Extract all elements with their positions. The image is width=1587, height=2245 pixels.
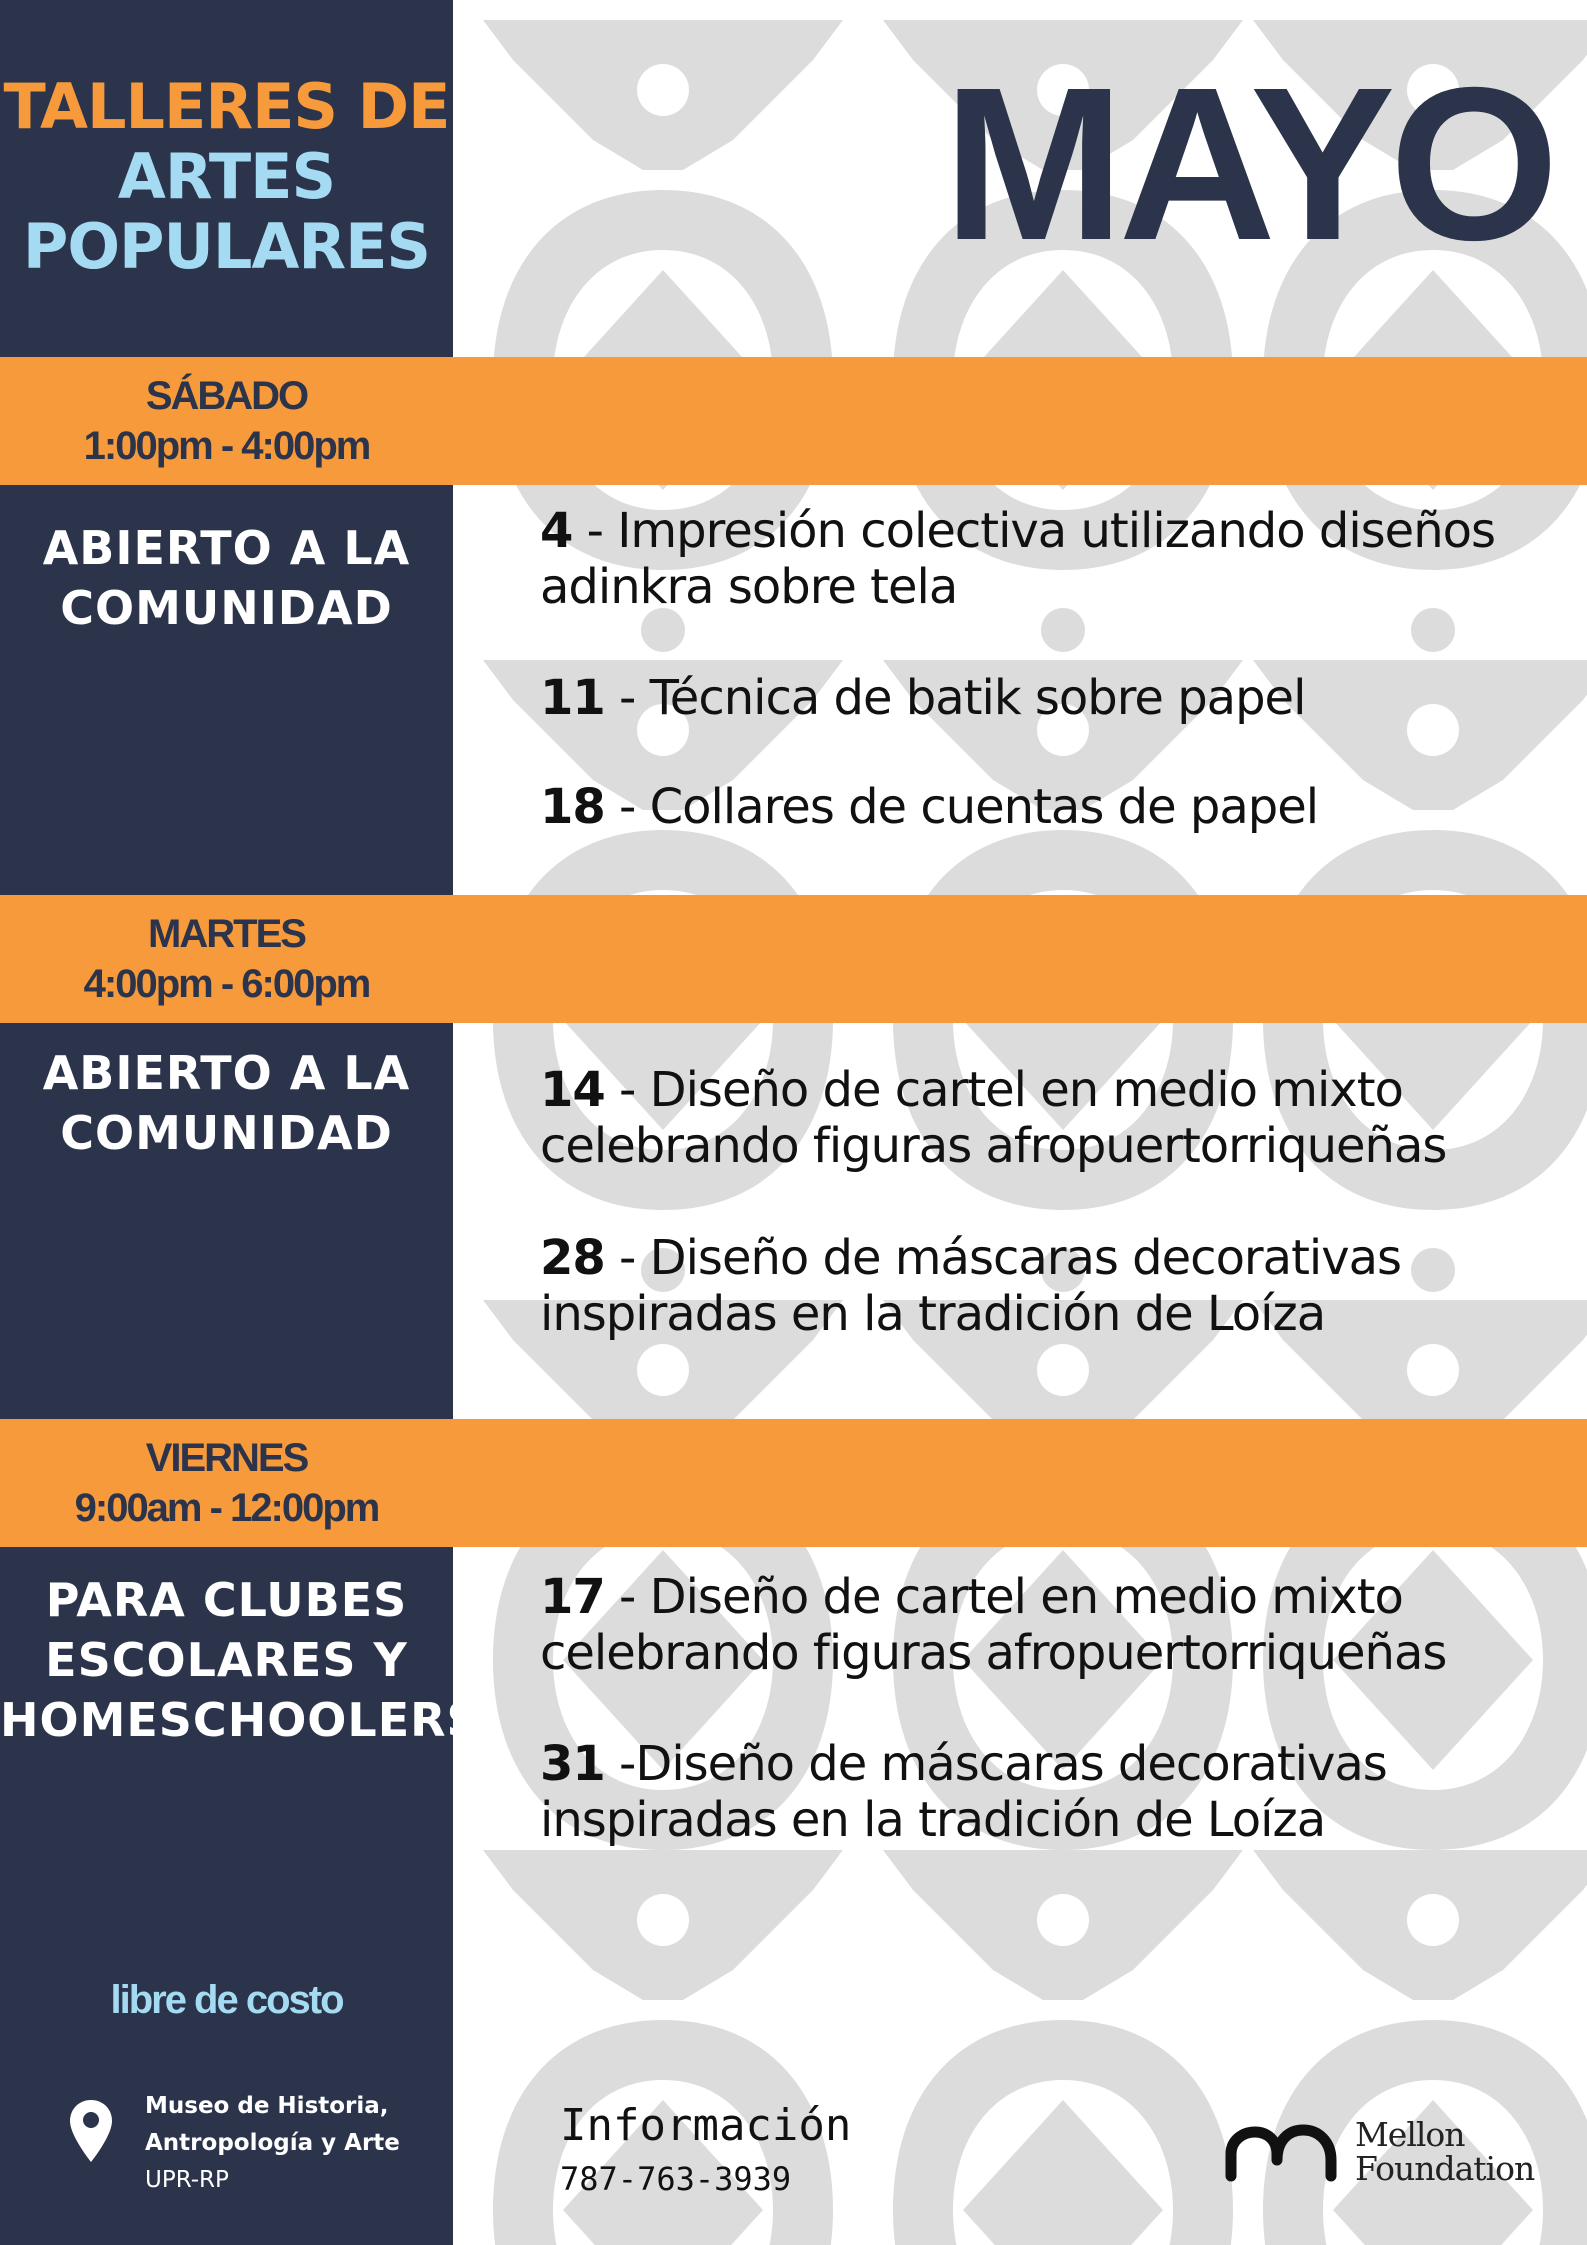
workshop-entry	[540, 1736, 1560, 1848]
title-line-1: TALLERES DE	[3, 70, 450, 143]
page-title	[0, 72, 453, 282]
audience-label	[0, 1570, 481, 1750]
entry-line: celebrando figuras afropuertorriqueñas	[540, 1625, 1447, 1681]
title-line-3: POPULARES	[22, 210, 431, 283]
workshop-entry	[540, 1569, 1560, 1681]
entry-date: 17	[540, 1569, 605, 1625]
workshop-entry	[540, 779, 1560, 835]
month-heading: MAYO	[943, 43, 1553, 286]
audience-line: ABIERTO A LA	[42, 521, 411, 575]
entry-title: - Collares de cuentas de papel	[604, 779, 1319, 835]
entry-line: inspiradas en la tradición de Loíza	[540, 1286, 1326, 1342]
workshop-entry	[540, 670, 1560, 726]
entry-date: 31	[540, 1736, 605, 1792]
workshop-entry	[540, 1062, 1560, 1174]
entry-title: - Técnica de batik sobre papel	[604, 670, 1306, 726]
info-label: Información	[560, 2100, 852, 2151]
band-time: 9:00am - 12:00pm	[74, 1486, 379, 1530]
entry-line: inspiradas en la tradición de Loíza	[540, 1792, 1326, 1848]
entry-line	[540, 1230, 1560, 1286]
entry-title: - Impresión colectiva utilizando diseños	[572, 503, 1495, 559]
entry-line	[540, 779, 1560, 835]
logo-line: Mellon	[1355, 2115, 1465, 2154]
audience-label	[0, 1043, 453, 1163]
entry-line	[540, 1062, 1560, 1118]
audience-line: COMUNIDAD	[60, 581, 393, 635]
entry-line: celebrando figuras afropuertorriqueñas	[540, 1118, 1447, 1174]
entry-line	[540, 503, 1560, 559]
venue-line: Museo de Historia,	[145, 2093, 389, 2119]
workshop-entry	[540, 503, 1560, 615]
entry-title: -Diseño de máscaras decorativas	[604, 1736, 1387, 1792]
mellon-foundation-logo	[1225, 2115, 1535, 2188]
entry-title: - Diseño de cartel en medio mixto	[604, 1062, 1403, 1118]
entry-line: adinkra sobre tela	[540, 559, 958, 615]
entry-title: - Diseño de máscaras decorativas	[604, 1230, 1402, 1286]
entry-title: - Diseño de cartel en medio mixto	[604, 1569, 1403, 1625]
free-of-charge-label: libre de costo	[110, 1978, 343, 2022]
venue-address	[145, 2088, 400, 2199]
band-time: 4:00pm - 6:00pm	[83, 962, 370, 1006]
audience-line: PARA CLUBES	[45, 1573, 408, 1627]
phone-number: 787-763-3939	[560, 2160, 792, 2198]
audience-label	[0, 518, 453, 638]
band-time: 1:00pm - 4:00pm	[83, 424, 370, 468]
entry-date: 18	[540, 779, 605, 835]
venue-line: UPR-RP	[145, 2167, 229, 2193]
title-line-2: ARTES	[117, 140, 336, 213]
entry-date: 4	[540, 503, 573, 559]
map-pin-icon	[70, 2100, 112, 2162]
mellon-logo-text	[1355, 2115, 1535, 2188]
entry-date: 28	[540, 1230, 605, 1286]
entry-line	[540, 1736, 1560, 1792]
entry-line	[540, 670, 1560, 726]
band-day: MARTES	[148, 912, 305, 956]
venue-line: Antropología y Arte	[145, 2130, 400, 2156]
entry-date: 14	[540, 1062, 605, 1118]
logo-line: Foundation	[1355, 2149, 1535, 2188]
entry-date: 11	[540, 670, 605, 726]
schedule-band-saturday	[0, 357, 1587, 485]
mellon-logo-icon	[1225, 2120, 1345, 2184]
band-day: VIERNES	[145, 1436, 308, 1480]
audience-line: ESCOLARES Y	[45, 1633, 408, 1687]
schedule-band-friday	[0, 1419, 1587, 1547]
contact-info	[560, 2098, 851, 2204]
audience-line: COMUNIDAD	[60, 1106, 393, 1160]
audience-line: ABIERTO A LA	[42, 1046, 411, 1100]
workshop-entry	[540, 1230, 1560, 1342]
entry-line	[540, 1569, 1560, 1625]
band-day: SÁBADO	[145, 374, 308, 418]
schedule-band-tuesday	[0, 895, 1587, 1023]
audience-line: HOMESCHOOLERS	[0, 1693, 481, 1747]
